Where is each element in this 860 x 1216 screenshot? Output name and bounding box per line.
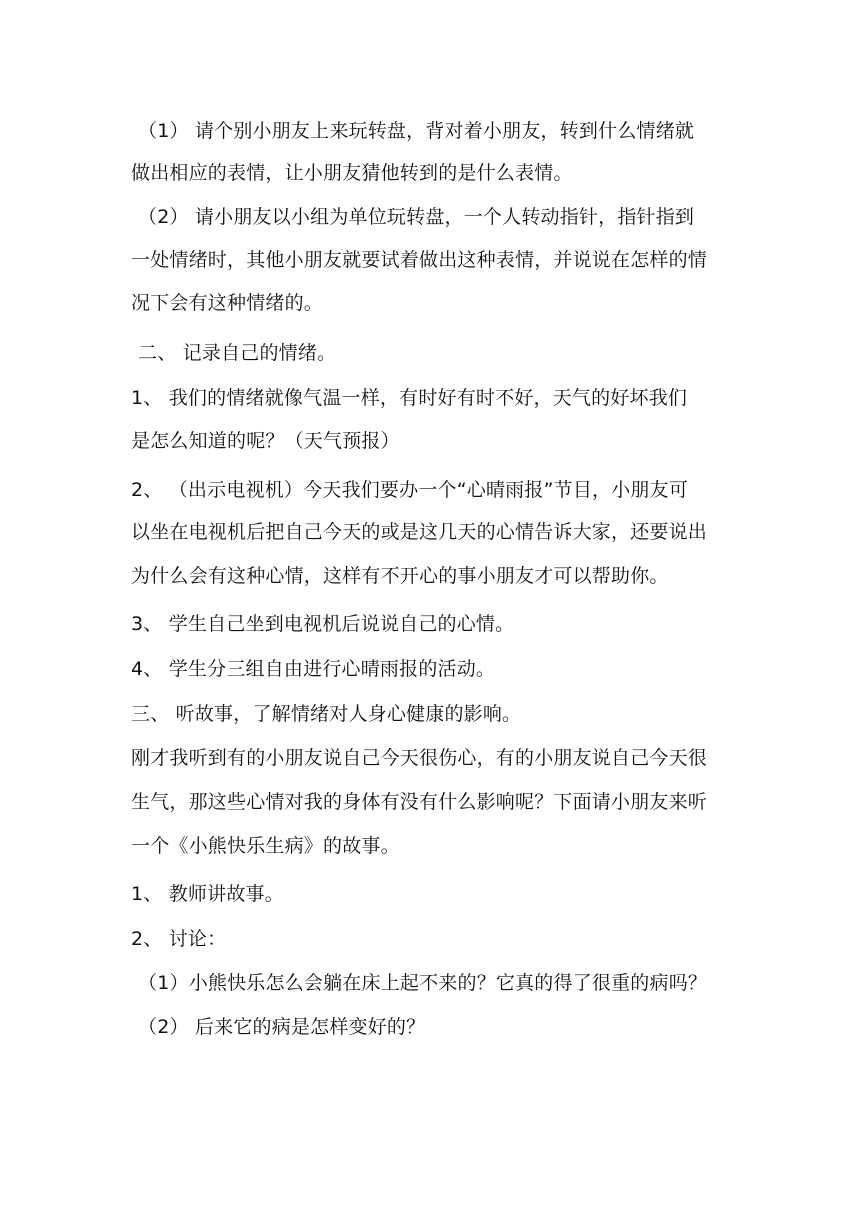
text-line: 2、 讨论： [131, 928, 227, 950]
text-line: 生气，那这些心情对我的身体有没有什么影响呢？下面请小朋友来听 [131, 791, 708, 813]
text-line: 一个《小熊快乐生病》的故事。 [131, 835, 400, 857]
text-line: 1、 教师讲故事。 [131, 883, 284, 905]
text-line: 况下会有这种情绪的。 [131, 292, 324, 314]
section-heading: 二、 记录自己的情绪。 [138, 342, 337, 364]
text-line: 3、 学生自己坐到电视机后说说自己的心情。 [131, 613, 515, 635]
text-line: 2、 （出示电视机）今天我们要办一个“心晴雨报”节目，小朋友可 [131, 479, 689, 501]
text-line: 刚才我听到有的小朋友说自己今天很伤心，有的小朋友说自己今天很 [131, 747, 708, 769]
text-line: 1、 我们的情绪就像气温一样，有时好有时不好，天气的好坏我们 [131, 387, 688, 409]
text-line: （1）小熊快乐怎么会躺在床上起不来的？它真的得了很重的病吗？ [138, 972, 708, 994]
text-line: 4、 学生分三组自由进行心晴雨报的活动。 [131, 658, 496, 680]
text-line: 做出相应的表情，让小朋友猜他转到的是什么表情。 [131, 162, 573, 184]
text-line: 是怎么知道的呢？（天气预报） [131, 430, 400, 452]
text-line: 为什么会有这种心情，这样有不开心的事小朋友才可以帮助你。 [131, 565, 669, 587]
text-line: （2） 后来它的病是怎样变好的？ [138, 1016, 426, 1038]
text-line: （2） 请小朋友以小组为单位玩转盘，一个人转动指针，指针指到 [138, 206, 695, 228]
section-heading: 三、 听故事，了解情绪对人身心健康的影响。 [131, 703, 522, 725]
text-line: （1） 请个别小朋友上来玩转盘，背对着小朋友，转到什么情绪就 [138, 120, 695, 142]
text-line: 以坐在电视机后把自己今天的或是这几天的心情告诉大家，还要说出 [131, 521, 708, 543]
text-line: 一处情绪时，其他小朋友就要试着做出这种表情，并说说在怎样的情 [131, 249, 708, 271]
